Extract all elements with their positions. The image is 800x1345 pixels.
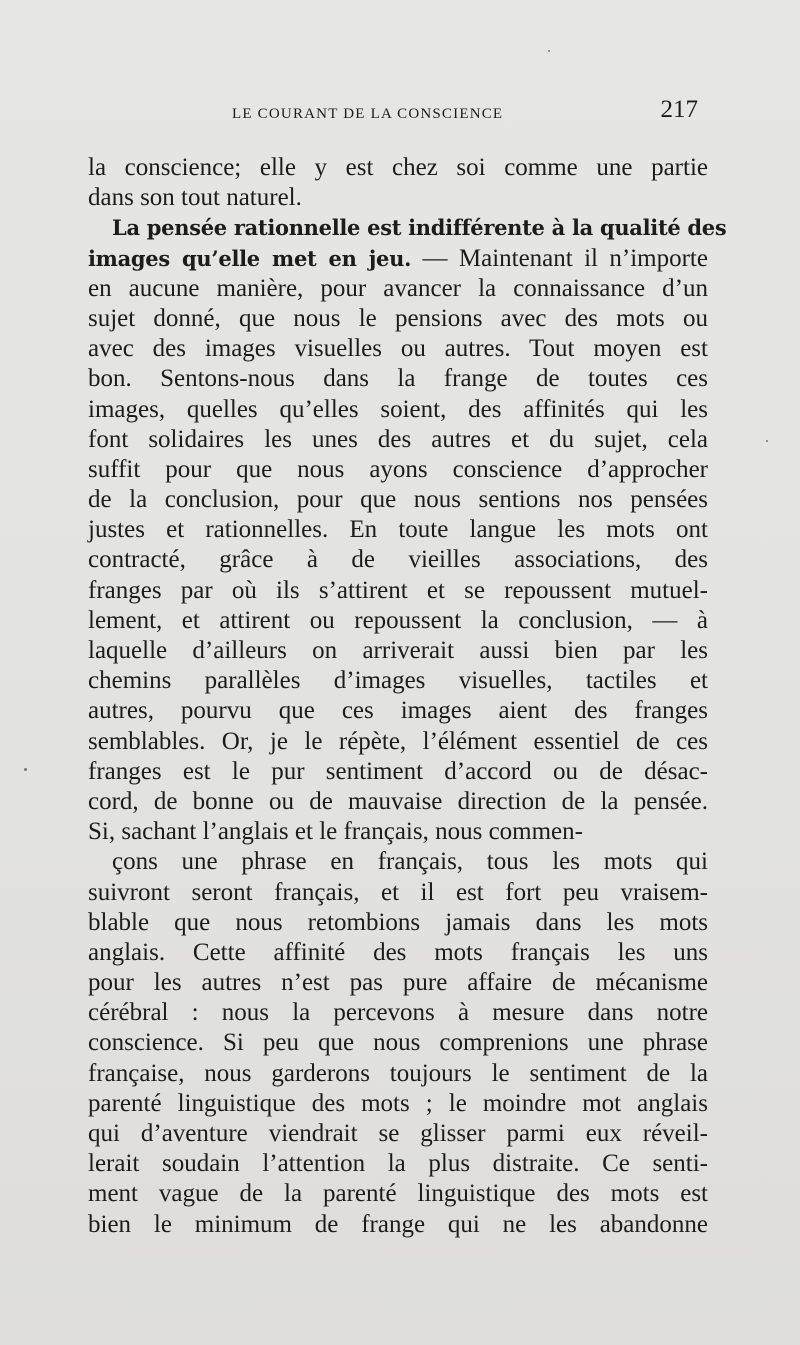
text-line — [88, 1240, 708, 1270]
section-heading-line — [88, 244, 708, 274]
text-line: cérébral : nous la percevons à mesure dans notre — [88, 999, 708, 1027]
section-heading-line — [88, 213, 727, 243]
text-line: chemins parallèles d’images visuelles, tactiles et — [88, 667, 708, 695]
text-line: suffit pour que nous ayons conscience d’approcher — [88, 455, 708, 483]
text-line: conscience. Si peu que nous comprenions une phrase — [88, 1029, 708, 1057]
text-line: franges est le pur sentiment d’accord ou de désac- — [88, 757, 708, 785]
text-line: franges par où ils s’attirent et se repoussent mutuel- — [88, 576, 708, 604]
text-line: laquelle d’ailleurs on arriverait aussi bien par les — [88, 637, 708, 664]
text-line: blable que nous retombions jamais dans les mots — [88, 908, 708, 936]
text-line: justes et rationnelles. En toute langue les mots ont — [88, 516, 708, 544]
paper-speck — [24, 768, 27, 771]
paper-speck — [766, 440, 768, 442]
section-heading: La pensée rationnelle est indifférente à la qualité des — [112, 215, 727, 241]
text-line: lerait soudain l’attention la plus distraite. Ce senti- — [88, 1150, 708, 1178]
text-line: font solidaires les unes des autres et du sujet, cela — [88, 425, 708, 453]
text-line: de la conclusion, pour que nous sentions nos pensées — [88, 486, 708, 514]
text-line: dans son tout naturel. — [88, 184, 302, 212]
text-line: contracté, grâce à de vieilles associations, des — [88, 546, 708, 574]
text-line: en aucune manière, pour avancer la connaissance d’un — [88, 274, 708, 302]
text-line: pour les autres n’est pas pure affaire de mécanisme — [88, 969, 708, 997]
text-line: cord, de bonne ou de mauvaise direction de la pensée. — [88, 787, 708, 815]
text-line: la conscience; elle y est chez soi comme une partie — [88, 154, 708, 181]
text-run: — Maintenant il n’importe — [411, 244, 708, 272]
page-header — [88, 96, 700, 132]
body-text — [88, 153, 727, 1270]
text-line: images, quelles qu’elles soient, des affinités qui les — [88, 395, 708, 423]
text-line: çons une phrase en français, tous les mots qui — [112, 848, 708, 876]
page-number: 217 — [660, 96, 698, 123]
text-line: anglais. Cette affinité des mots français les uns — [88, 938, 708, 966]
text-line: sujet donné, que nous le pensions avec des mots ou — [88, 304, 708, 332]
running-head: LE COURANT DE LA CONSCIENCE — [232, 106, 504, 122]
text-line: Si, sachant l’anglais et le français, nous commen- — [88, 818, 583, 846]
text-line: bon. Sentons-nous dans la frange de toutes ces — [88, 365, 708, 393]
section-heading-continued: images qu’elle met en jeu. — [88, 245, 412, 271]
text-line: française, nous garderons toujours le sentiment de la — [88, 1059, 708, 1087]
text-line: suivront seront français, et il est fort peu vraisem- — [88, 878, 708, 906]
text-line: qui d’aventure viendrait se glisser parmi eux réveil- — [88, 1120, 708, 1147]
text-line: parenté linguistique des mots ; le moindre mot anglais — [88, 1089, 708, 1117]
text-line: ment vague de la parenté linguistique des mots est — [88, 1180, 708, 1208]
paper-speck — [548, 50, 550, 52]
text-line: avec des images visuelles ou autres. Tout moyen est — [88, 335, 708, 363]
text-line: semblables. Or, je le répète, l’élément essentiel de ces — [88, 727, 708, 755]
text-line: bien le minimum de frange qui ne les abandonne — [88, 1210, 708, 1238]
text-line: lement, et attirent ou repoussent la conclusion, — à — [88, 606, 708, 634]
text-line: autres, pourvu que ces images aient des franges — [88, 697, 708, 725]
